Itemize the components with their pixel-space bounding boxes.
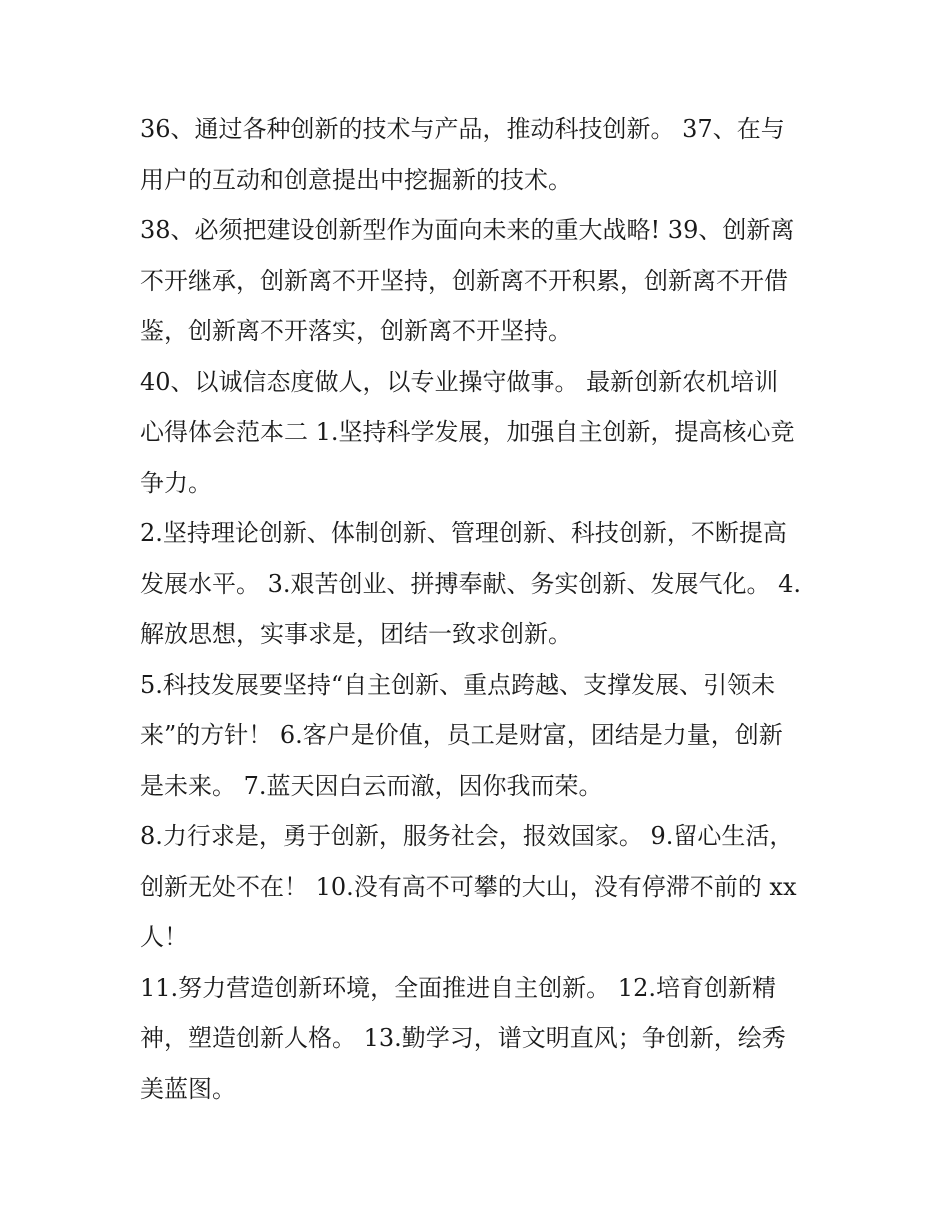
text-line: 美蓝图。 bbox=[140, 1074, 236, 1103]
text-line: 创新无处不在！ 10.没有高不可攀的大山，没有停滞不前的 xx bbox=[140, 872, 797, 901]
document-body bbox=[140, 104, 820, 1114]
paragraph-38-39 bbox=[140, 205, 820, 357]
text-line: 36、通过各种创新的技术与产品，推动科技创新。 37、在与 bbox=[140, 115, 785, 143]
paragraph-2-4 bbox=[140, 508, 820, 660]
text-line: 40、以诚信态度做人，以专业操守做事。 最新创新农机培训 bbox=[140, 367, 779, 396]
text-line: 解放思想，实事求是，团结一致求创新。 bbox=[140, 620, 572, 648]
paragraph-40-1 bbox=[140, 357, 820, 509]
text-line: 用户的互动和创意提出中挖掘新的技术。 bbox=[140, 165, 572, 194]
text-line: 8.力行求是，勇于创新，服务社会，报效国家。 9.留心生活， bbox=[140, 822, 794, 850]
text-line: 心得体会范本二 1.坚持科学发展，加强自主创新，提高核心竞 bbox=[140, 418, 795, 446]
text-line: 不开继承，创新离不开坚持，创新离不开积累，创新离不开借 bbox=[140, 266, 788, 295]
text-line: 发展水平。 3.艰苦创业、拼搏奉献、务实创新、发展气化。 4. bbox=[140, 569, 802, 598]
text-line: 11.努力营造创新环境，全面推进自主创新。 12.培育创新精 bbox=[140, 973, 776, 1002]
text-line: 5.科技发展要坚持“自主创新、重点跨越、支撑发展、引领未 bbox=[140, 670, 776, 699]
text-line: 鉴，创新离不开落实，创新离不开坚持。 bbox=[140, 317, 572, 345]
paragraph-5-7 bbox=[140, 660, 820, 812]
text-line: 38、必须把建设创新型作为面向未来的重大战略! 39、创新离 bbox=[140, 216, 795, 244]
text-line: 是未来。 7.蓝天因白云而澈，因你我而荣。 bbox=[140, 771, 603, 800]
paragraph-11-13 bbox=[140, 963, 820, 1115]
text-line: 2.坚持理论创新、体制创新、管理创新、科技创新，不断提高 bbox=[140, 519, 787, 547]
text-line: 人！ bbox=[140, 923, 188, 951]
text-line: 争力。 bbox=[140, 468, 212, 497]
paragraph-8-10 bbox=[140, 811, 820, 963]
text-line: 来”的方针！ 6.客户是价值，员工是财富，团结是力量，创新 bbox=[140, 721, 783, 749]
paragraph-36-37 bbox=[140, 104, 820, 205]
text-line: 神，塑造创新人格。 13.勤学习，谱文明直风；争创新，绘秀 bbox=[140, 1024, 786, 1052]
